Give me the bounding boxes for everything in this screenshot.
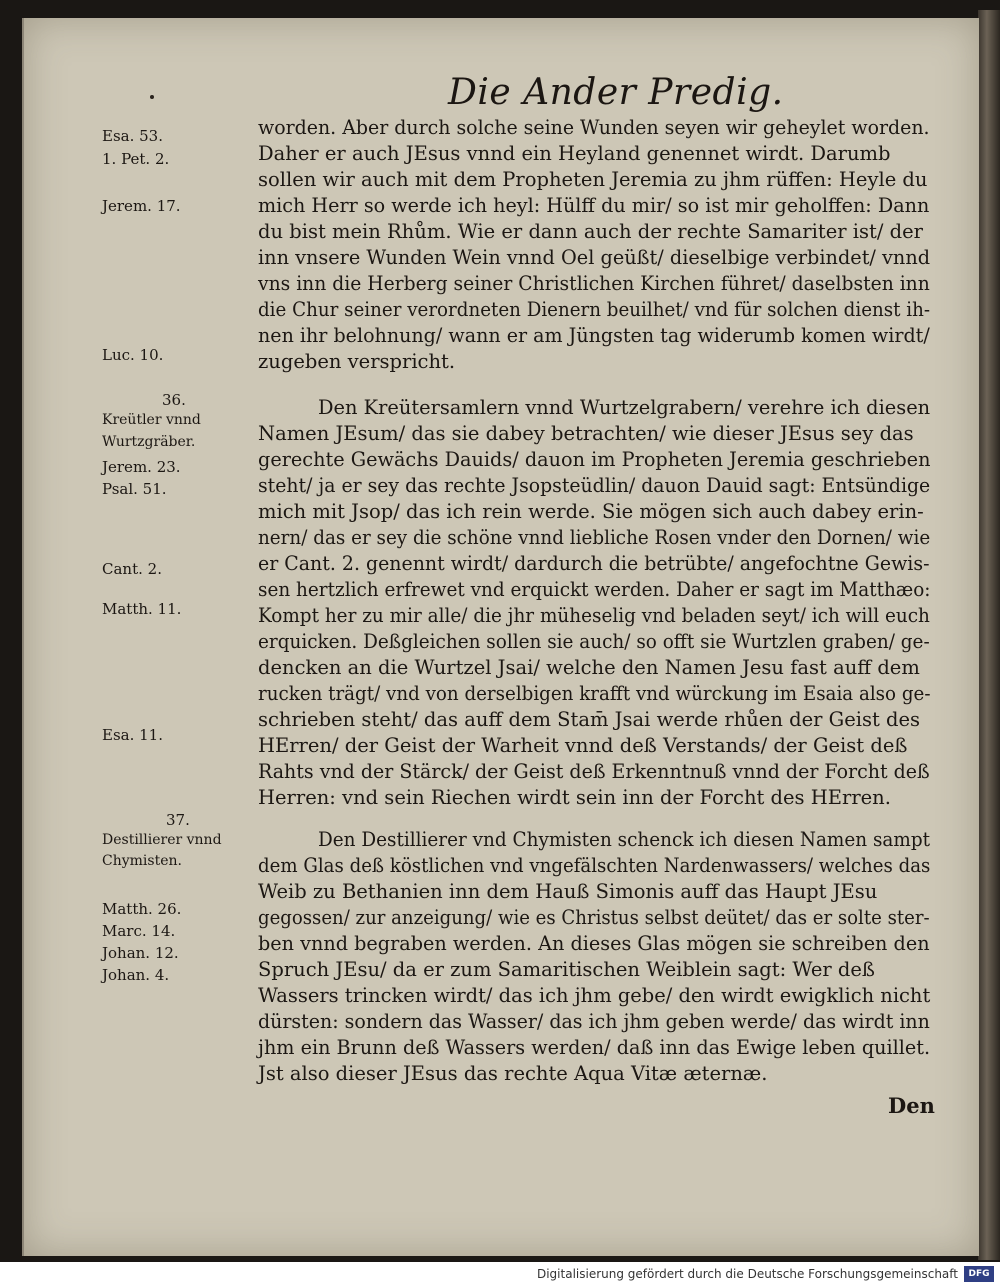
- margin-note: Cant. 2.: [102, 560, 162, 578]
- book-edge: [978, 10, 1000, 1260]
- text-line: dencken an die Wurtzel Jsai/ welche den Namen Jesu fast auff dem: [258, 656, 920, 679]
- section-number: 37.: [166, 811, 190, 829]
- text-line: du bist mein Rhům. Wie er dann auch der rechte Samariter ist/ der: [258, 220, 923, 243]
- text-line: Den Kreütersamlern vnnd Wurtzelgrabern/ verehre ich diesen: [318, 396, 931, 419]
- text-line: Rahts vnd der Stärck/ der Geist deß Erkenntnuß vnnd der Forcht deß: [258, 760, 930, 783]
- margin-note: Esa. 53.: [102, 127, 163, 145]
- text-line: nen ihr belohnung/ wann er am Jüngsten tag widerumb komen wirdt/: [258, 324, 930, 347]
- margin-note: Esa. 11.: [102, 726, 163, 744]
- text-line: dem Glas deß köstlichen vnd vngefälschten Nardenwassers/ welches das: [258, 854, 931, 877]
- text-line: rucken trägt/ vnd von derselbigen krafft vnd würckung im Esaia also ge-: [258, 682, 931, 705]
- text-line: gerechte Gewächs Dauids/ dauon im Propheten Jeremia geschrieben: [258, 448, 931, 471]
- text-line: mich Herr so werde ich heyl: Hülff du mir/ so ist mir geholffen: Dann: [258, 194, 930, 217]
- margin-note: Matth. 11.: [102, 600, 182, 618]
- margin-note: 1. Pet. 2.: [102, 150, 170, 168]
- text-line: dürsten: sondern das Wasser/ das ich jhm geben werde/ das wirdt inn: [258, 1010, 930, 1033]
- text-line: Kompt her zu mir alle/ die jhr müheselig vnd beladen seyt/ ich will euch: [258, 604, 930, 627]
- text-line: Herren: vnd sein Riechen wirdt sein inn der Forcht des HErren.: [258, 786, 891, 809]
- margin-note: Matth. 26.: [102, 900, 182, 918]
- funding-credit: Digitalisierung gefördert durch die Deutsche Forschungsgemeinschaft: [536, 1267, 958, 1281]
- text-line: worden. Aber durch solche seine Wunden seyen wir geheylet worden.: [258, 116, 930, 139]
- catchword: Den: [888, 1093, 935, 1118]
- text-line: nern/ das er sey die schöne vnnd liebliche Rosen vnder den Dornen/ wie: [258, 526, 931, 549]
- text-line: gegossen/ zur anzeigung/ wie es Christus selbst deütet/ das er solte ster-: [258, 906, 930, 929]
- footer-bar: [0, 1262, 1000, 1287]
- text-line: steht/ ja er sey das rechte Jsopsteüdlin/ dauon Dauid sagt: Entsündige: [258, 474, 931, 497]
- text-line: Daher er auch JEsus vnnd ein Heyland genennet wirdt. Darumb: [258, 142, 891, 165]
- margin-note: Johan. 12.: [102, 944, 179, 962]
- margin-note: Luc. 10.: [102, 346, 164, 364]
- margin-note: Johan. 4.: [102, 966, 170, 984]
- text-line: sollen wir auch mit dem Propheten Jeremia zu jhm rüffen: Heyle du: [258, 168, 928, 191]
- margin-note: Chymisten.: [102, 853, 182, 869]
- margin-note: Destillierer vnnd: [102, 832, 222, 848]
- text-line: schrieben steht/ das auff dem Stam̄ Jsai werde rhůen der Geist des: [258, 708, 921, 731]
- dfg-logo: DFG: [964, 1266, 994, 1282]
- margin-note: Kreütler vnnd: [102, 412, 201, 428]
- margin-note: Marc. 14.: [102, 922, 176, 940]
- text-line: er Cant. 2. genennt wirdt/ dardurch die betrübte/ angefochtne Gewis-: [258, 552, 930, 575]
- text-line: erquicken. Deßgleichen sollen sie auch/ so offt sie Wurtzlen graben/ ge-: [258, 630, 930, 653]
- ink-dot: [150, 95, 154, 99]
- margin-note: Wurtzgräber.: [102, 434, 196, 450]
- text-line: jhm ein Brunn deß Wassers werden/ daß inn das Ewige leben quillet.: [258, 1036, 931, 1059]
- text-line: mich mit Jsop/ das ich rein werde. Sie mögen sich auch dabey erin-: [258, 500, 924, 523]
- text-line: ben vnnd begraben werden. An dieses Glas mögen sie schreiben den: [258, 932, 930, 955]
- text-line: inn vnsere Wunden Wein vnnd Oel geüßt/ dieselbige verbindet/ vnnd: [258, 246, 931, 269]
- text-line: vns inn die Herberg seiner Christlichen Kirchen führet/ daselbsten inn: [258, 272, 930, 295]
- text-line: Spruch JEsu/ da er zum Samaritischen Weiblein sagt: Wer deß: [258, 958, 875, 981]
- margin-note: Jerem. 23.: [102, 458, 181, 476]
- text-line: zugeben verspricht.: [258, 350, 456, 373]
- text-line: Jst also dieser JEsus das rechte Aqua Vitæ æternæ.: [258, 1062, 768, 1085]
- text-line: HErren/ der Geist der Warheit vnnd deß Verstands/ der Geist deß: [258, 734, 908, 757]
- text-line: Wassers trincken wirdt/ das ich jhm gebe/ den wirdt ewigklich nicht: [258, 984, 931, 1007]
- text-line: Den Destillierer vnd Chymisten schenck ich diesen Namen sampt: [318, 828, 931, 851]
- text-line: Namen JEsum/ das sie dabey betrachten/ wie dieser JEsus sey das: [258, 422, 914, 445]
- running-head: Die Ander Predig.: [448, 72, 784, 113]
- text-line: sen hertzlich erfrewet vnd erquickt werden. Daher er sagt im Matthæo:: [258, 578, 931, 601]
- text-line: Weib zu Bethanien inn dem Hauß Simonis auff das Haupt JEsu: [258, 880, 878, 903]
- margin-note: Psal. 51.: [102, 480, 167, 498]
- section-number: 36.: [162, 391, 186, 409]
- text-line: die Chur seiner verordneten Dienern beuilhet/ vnd für solchen dienst ih-: [258, 298, 931, 321]
- margin-note: Jerem. 17.: [102, 197, 181, 215]
